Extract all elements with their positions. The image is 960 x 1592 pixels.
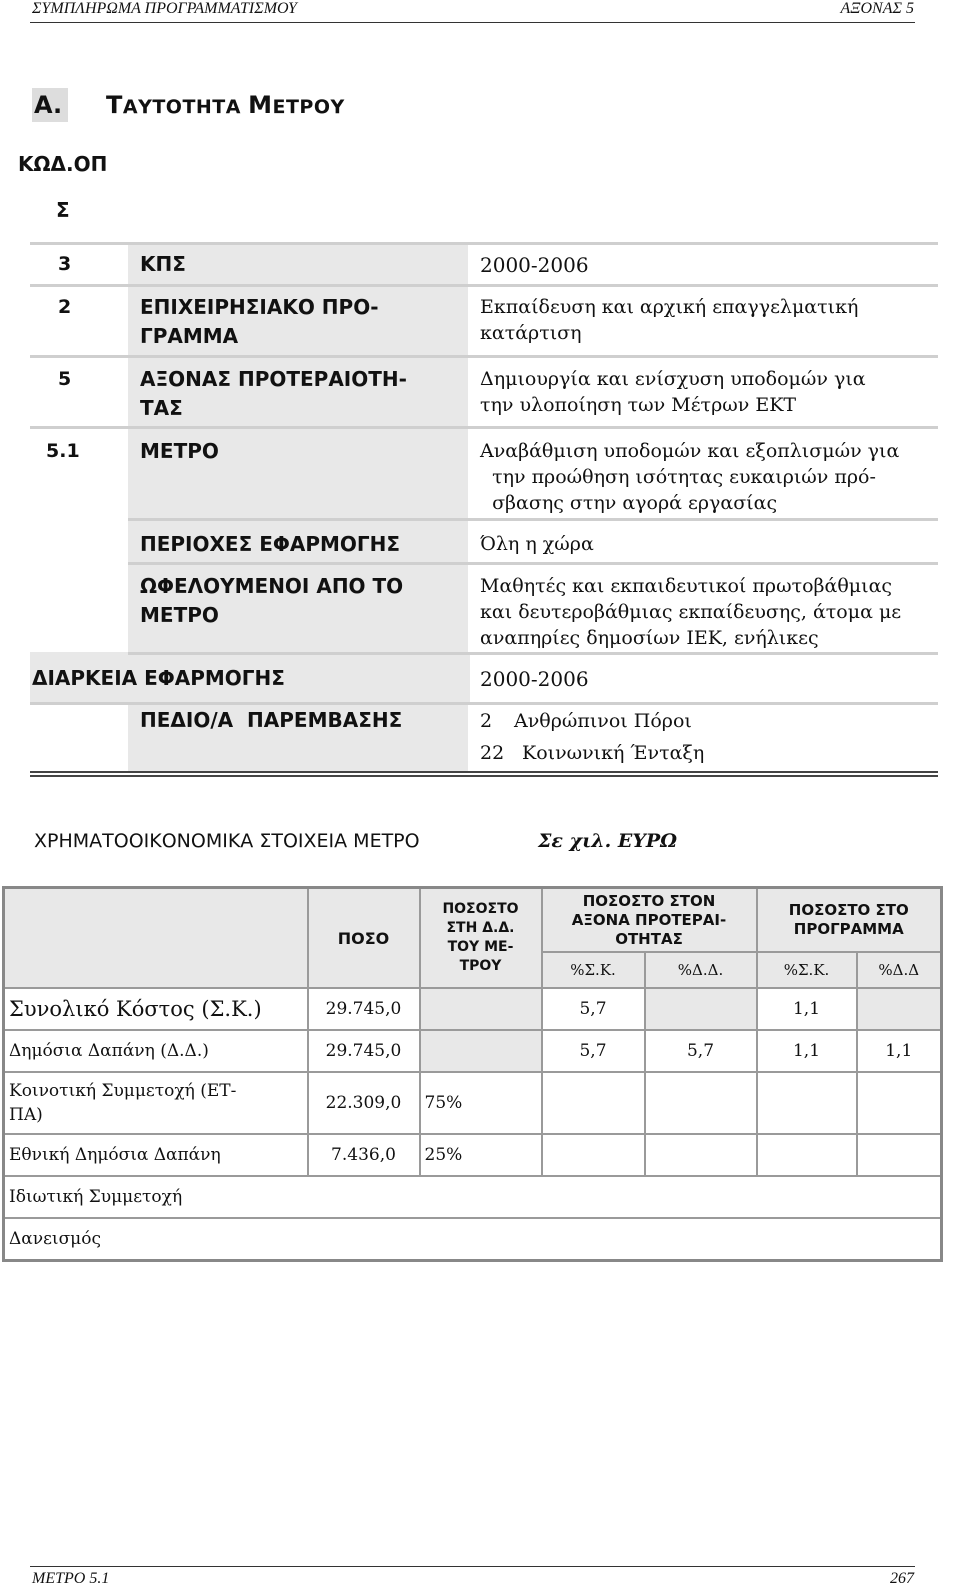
table-row — [4, 1030, 942, 1072]
cell-poso: 7.436,0 — [308, 1134, 420, 1176]
cell-pct: 75% — [420, 1072, 542, 1134]
header-axona: ΠΟΣΟΣΤΟ ΣΤΟΝ ΑΞΟΝΑ ΠΡΟΤΕΡΑΙ- ΟΤΗΤΑΣ — [542, 888, 757, 953]
financial-unit: Σε χιλ. ΕΥΡΩ — [538, 830, 678, 852]
sub-dd: %Δ.Δ. — [645, 952, 757, 988]
row-label: Δημόσια Δαπάνη (Δ.Δ.) — [4, 1030, 308, 1072]
cell-axis-dd — [645, 1134, 757, 1176]
cell-axis-sk: 5,7 — [542, 1030, 645, 1072]
sub-sk: %Σ.Κ. — [542, 952, 645, 988]
row-divider — [128, 652, 938, 655]
cell-prog-dd — [857, 1134, 942, 1176]
sub-sk: %Σ.Κ. — [757, 952, 857, 988]
label-duration: ΔΙΑΡΚΕΙΑ ΕΦΑΡΜΟΓΗΣ — [32, 666, 285, 690]
value-axis: Δημιουργία και ενίσχυση υποδομών για την υλοποίηση των Μέτρων ΕΚΤ — [480, 368, 866, 416]
row-label: Συνολικό Κόστος (Σ.Κ.) — [4, 988, 308, 1030]
code-program: 2 — [58, 296, 72, 318]
table-bottom-rule — [30, 771, 938, 773]
cell-prog-dd: 1,1 — [857, 1030, 942, 1072]
label-program: ΕΠΙΧΕΙΡΗΣΙΑΚΟ ΠΡΟ- ΓΡΑΜΜΑ — [140, 295, 379, 348]
cell-pct — [420, 1030, 542, 1072]
header-left: ΣΥΜΠΛΗΡΩΜΑ ΠΡΟΓΡΑΜΜΑΤΙΣΜΟΥ — [32, 0, 297, 17]
table-row — [4, 1218, 942, 1261]
row-divider — [128, 562, 938, 565]
cell-axis-dd — [645, 988, 757, 1030]
cell-poso: 29.745,0 — [308, 988, 420, 1030]
row-divider — [30, 242, 938, 245]
kod-label: ΚΩΔ.ΟΠ — [18, 152, 108, 176]
cell-prog-sk — [757, 1134, 857, 1176]
label-kps: ΚΠΣ — [140, 252, 186, 276]
financial-table — [2, 886, 940, 1262]
code-measure: 5.1 — [46, 440, 80, 462]
section-letter: A. — [32, 88, 68, 122]
header-poso: ΠΟΣΟ — [308, 888, 420, 989]
footer-page-number: 267 — [890, 1570, 914, 1587]
row-divider — [30, 426, 938, 429]
cell-prog-dd — [857, 1072, 942, 1134]
cell-prog-sk: 1,1 — [757, 988, 857, 1030]
row-label: Κοινοτική Συμμετοχή (ΕΤ- ΠΑ) — [4, 1072, 308, 1134]
field-code: 22 — [480, 742, 505, 764]
cell-axis-sk — [542, 1072, 645, 1134]
field-name: Κοινωνική Ένταξη — [522, 742, 705, 764]
cell-prog-sk — [757, 1072, 857, 1134]
label-axis: ΑΞΟΝΑΣ ΠΡΟΤΕΡΑΙΟΤΗ- ΤΑΣ — [140, 367, 407, 420]
value-measure: Αναβάθμιση υποδομών και εξοπλισμών για την προώθηση ισότητας ευκαιριών πρό- σβασης στην αγορά εργασίας — [480, 440, 900, 514]
cell-prog-dd — [857, 988, 942, 1030]
table-bottom-rule — [30, 775, 938, 777]
header-programma: ΠΟΣΟΣΤΟ ΣΤΟ ΠΡΟΓΡΑΜΜΑ — [757, 888, 942, 953]
cell-prog-sk: 1,1 — [757, 1030, 857, 1072]
code-axis: 5 — [58, 368, 72, 390]
cell-axis-dd: 5,7 — [645, 1030, 757, 1072]
value-beneficiaries: Μαθητές και εκπαιδευτικοί πρωτοβάθμιας και δευτεροβάθμιας εκπαίδευσης, άτομα με αναπηρίες δημοσίων ΙΕΚ, ενήλικες — [480, 575, 902, 649]
table-row — [4, 1072, 942, 1134]
sub-dd: %Δ.Δ — [857, 952, 942, 988]
label-fields: ΠΕΔΙΟ/Α ΠΑΡΕΜΒΑΣΗΣ — [140, 708, 403, 732]
table-row — [4, 1134, 942, 1176]
field-code: 2 — [480, 710, 493, 732]
cell-axis-sk: 5,7 — [542, 988, 645, 1030]
label-measure: ΜΕΤΡΟ — [140, 439, 219, 463]
row-divider — [128, 518, 938, 521]
row-divider — [30, 355, 938, 358]
cell-axis-sk — [542, 1134, 645, 1176]
cell-axis-dd — [645, 1072, 757, 1134]
cell-poso: 22.309,0 — [308, 1072, 420, 1134]
table-row — [4, 1176, 942, 1218]
section-title: ΤΑΥΤΟΤΗΤΑ ΜΕΤΡΟΥ — [106, 91, 345, 119]
financial-title: ΧΡΗΜΑΤΟΟΙΚΟΝΟΜΙΚΑ ΣΤΟΙΧΕΙΑ ΜΕΤΡΟ — [34, 830, 420, 852]
kod-label-2: Σ — [56, 198, 70, 222]
code-kps: 3 — [58, 253, 72, 275]
label-beneficiaries: ΩΦΕΛΟΥΜΕΝΟΙ ΑΠΟ ΤΟ ΜΕΤΡΟ — [140, 574, 404, 627]
cell-pct — [420, 988, 542, 1030]
row-divider — [30, 284, 938, 287]
cell-poso: 29.745,0 — [308, 1030, 420, 1072]
cell-pct: 25% — [420, 1134, 542, 1176]
row-label: Ιδιωτική Συμμετοχή — [4, 1176, 308, 1218]
header-blank — [4, 888, 308, 989]
value-duration: 2000-2006 — [480, 667, 589, 691]
header-rule — [30, 22, 915, 23]
row-label: Δανεισμός — [4, 1218, 308, 1261]
row-divider — [30, 702, 938, 705]
label-areas: ΠΕΡΙΟΧΕΣ ΕΦΑΡΜΟΓΗΣ — [140, 532, 401, 556]
empty-cells — [308, 1218, 942, 1261]
header-right: ΑΞΟΝΑΣ 5 — [840, 0, 914, 17]
row-label: Εθνική Δημόσια Δαπάνη — [4, 1134, 308, 1176]
footer-left: ΜΕΤΡΟ 5.1 — [32, 1570, 110, 1587]
field-name: Ανθρώπινοι Πόροι — [514, 710, 692, 732]
empty-cells — [308, 1176, 942, 1218]
value-areas: Όλη η χώρα — [480, 533, 594, 555]
value-kps: 2000-2006 — [480, 253, 589, 277]
value-program: Εκπαίδευση και αρχική επαγγελματική κατάρτιση — [480, 296, 859, 344]
footer-rule — [30, 1566, 915, 1567]
table-row — [4, 988, 942, 1030]
header-pososto-dd: ΠΟΣΟΣΤΟ ΣΤΗ Δ.Δ. ΤΟΥ ΜΕ- ΤΡΟΥ — [420, 888, 542, 989]
